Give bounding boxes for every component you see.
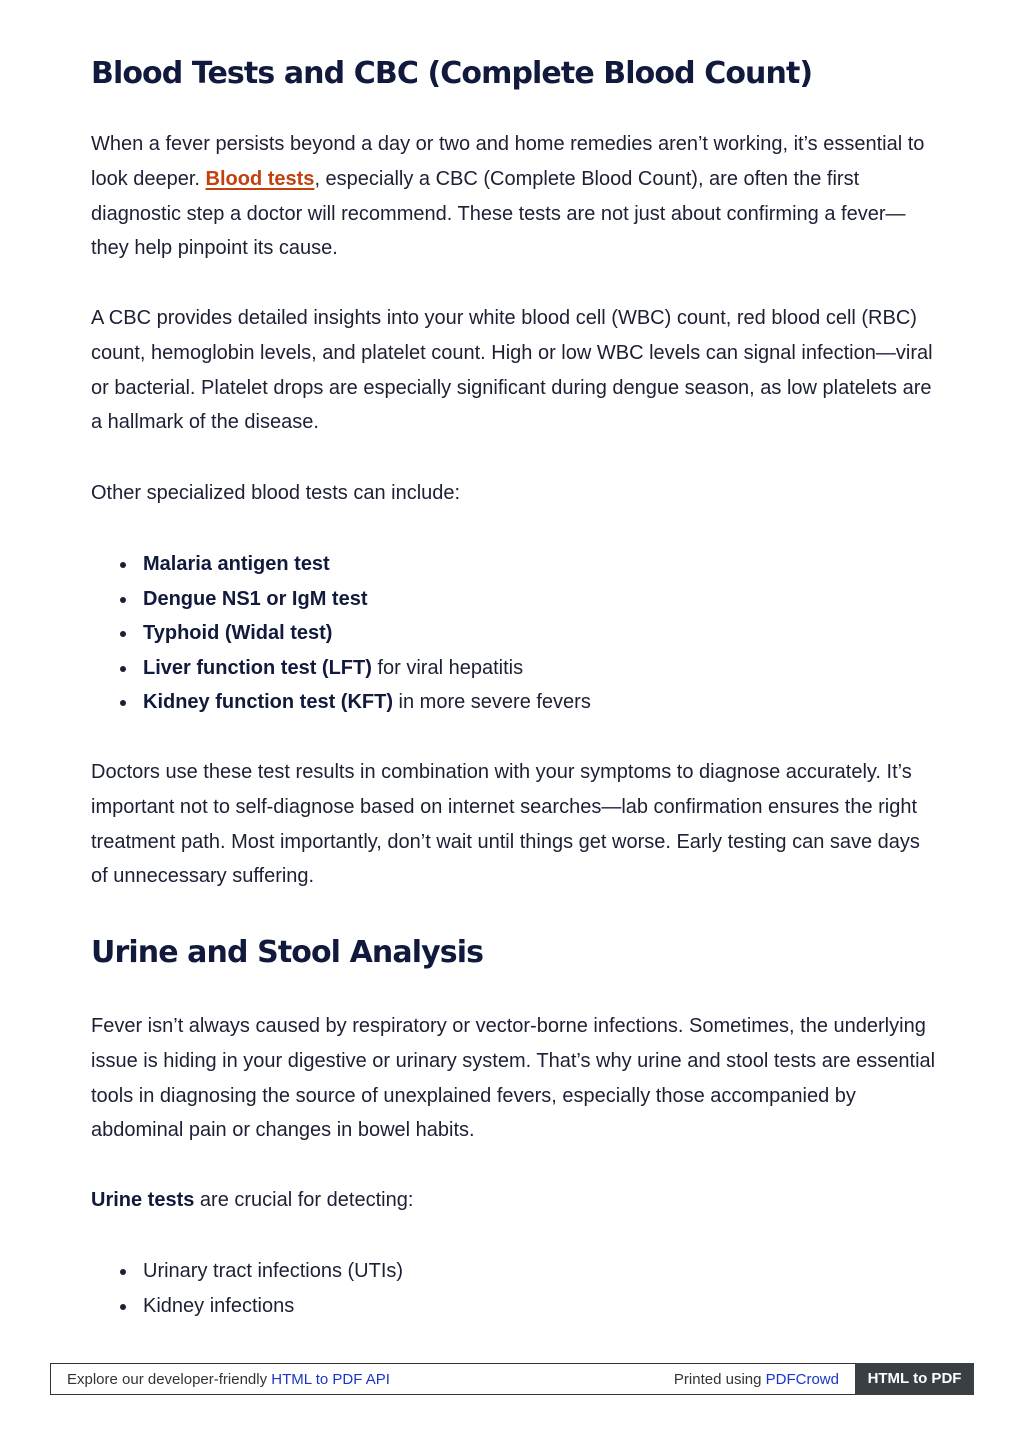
paragraph-urine-intro: Fever isn’t always caused by respiratory or vector-borne infections. Sometimes, the underlying issue is hiding in your digestive or urinary system. That’s why urine and stool tests are essential tools in diagnosing the source of unexplained fevers, especially those accompanied by abdominal pain or changes in bowel habits. — [91, 1015, 936, 1142]
list-item-bold: Typhoid (Widal test) — [143, 622, 333, 645]
footer-left-text: Explore our developer-friendly — [67, 1371, 272, 1388]
paragraph-doctors: Doctors use these test results in combination with your symptoms to diagnose accurately. It’s important not to self-diagnose based on internet searches—lab confirmation ensures the right treatment path. Most importantly, don’t wait until things get worse. Early testing can save days of unnecessary suffering. — [91, 761, 920, 888]
blood-tests-list — [91, 547, 943, 720]
list-item — [143, 547, 943, 582]
list-item: Urinary tract infections (UTIs) — [143, 1254, 943, 1289]
pdfcrowd-link[interactable]: PDFCrowd — [765, 1371, 839, 1388]
paragraph-intro — [91, 127, 941, 266]
paragraph-urine-tests — [91, 1183, 941, 1218]
html-to-pdf-api-link[interactable]: HTML to PDF API — [271, 1371, 390, 1388]
list-item-bold: Kidney function test (KFT) — [143, 691, 393, 714]
paragraph-intro-text-2: , especially a CBC (Complete Blood Count), are often the first diagnostic step a doctor will recommend. These tests are not just about confirming a fever—they help pinpoint its cause. — [91, 167, 906, 260]
section-heading-blood-tests: Blood Tests and CBC (Complete Blood Count) — [91, 56, 813, 91]
paragraph-intro-text-1: When a fever persists beyond a day or two and home remedies aren’t working, it’s essential to look deeper. — [91, 133, 925, 190]
list-item — [143, 616, 943, 651]
blood-tests-link[interactable]: Blood tests — [205, 167, 315, 190]
urine-tests-text: are crucial for detecting: — [194, 1189, 414, 1211]
footer-left — [67, 1371, 390, 1388]
paragraph-other-tests: Other specialized blood tests can include: — [91, 482, 461, 504]
html-to-pdf-badge[interactable]: HTML to PDF — [855, 1363, 974, 1395]
list-item-text: for viral hepatitis — [371, 656, 524, 679]
list-item — [143, 582, 943, 617]
urine-tests-bold: Urine tests — [91, 1189, 195, 1211]
list-item: Kidney infections — [143, 1289, 943, 1324]
list-item-bold: Liver function test (LFT) — [143, 656, 372, 679]
list-item-bold: Dengue NS1 or IgM test — [143, 587, 368, 610]
list-item-text: in more severe fevers — [392, 691, 591, 714]
list-item-bold: Malaria antigen test — [143, 553, 330, 575]
list-item — [143, 685, 943, 720]
pdfcrowd-footer — [50, 1363, 974, 1395]
list-item — [143, 651, 943, 686]
section-heading-urine-stool: Urine and Stool Analysis — [91, 935, 484, 970]
footer-mid — [674, 1371, 839, 1388]
paragraph-cbc: A CBC provides detailed insights into your white blood cell (WBC) count, red blood cell (RBC) count, hemoglobin levels, and platelet count. High or low WBC levels can signal infection—viral or bacterial. Platelet drops are especially significant during dengue season, as low platelets are a hallmark of the disease. — [91, 307, 933, 434]
footer-mid-text: Printed using — [673, 1371, 766, 1388]
urine-tests-list — [91, 1254, 943, 1323]
